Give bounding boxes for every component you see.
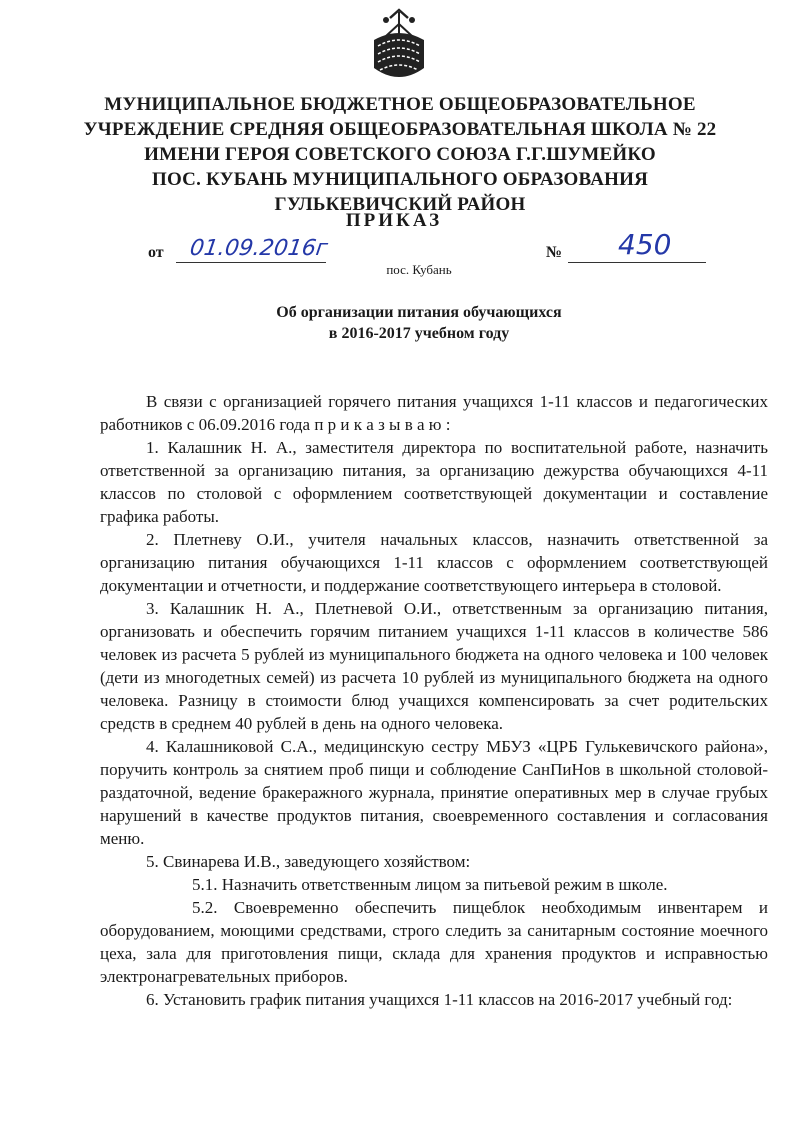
handwritten-date: 01.09.2016г: [188, 236, 330, 261]
header-line: УЧРЕЖДЕНИЕ СРЕДНЯЯ ОБЩЕОБРАЗОВАТЕЛЬНАЯ ШКОЛА № 22: [83, 119, 717, 140]
header-line: МУНИЦИПАЛЬНОЕ БЮДЖЕТНОЕ ОБЩЕОБРАЗОВАТЕЛЬНОЕ: [104, 94, 696, 115]
order-item: 4. Калашниковой С.А., медицинскую сестру МБУЗ «ЦРБ Гулькевичского района», поручить контроль за снятием проб пищи и соблюдение СанПиНов в школьной столовой-раздаточной, ведение бракеражного журнала, принятие оперативных мер в случае грубых нарушений в качестве продуктов питания, своевременного составления и согласования меню.: [100, 737, 768, 848]
order-item: 2. Плетневу О.И., учителя начальных классов, назначить ответственной за организацию питания обучающихся 1-11 классов с оформлением соответствующей документации и отчетности, и поддержание соответствующего интерьера в столовой.: [100, 530, 768, 595]
header-line: ГУЛЬКЕВИЧСКИЙ РАЙОН: [274, 194, 526, 215]
school-header: [60, 92, 740, 217]
place-name: пос. Кубань: [386, 262, 452, 277]
number-label: №: [546, 244, 563, 261]
order-body: [100, 390, 768, 1011]
date-label: от: [148, 244, 164, 261]
coat-of-arms-icon: [364, 6, 434, 86]
subject-line: Об организации питания обучающихся: [276, 304, 562, 321]
intro-paragraph: В связи с организацией горячего питания учащихся 1-11 классов и педагогических работников с 06.09.2016 года п р и к а з ы в а ю :: [100, 392, 768, 434]
order-item: 5. Свинарева И.В., заведующего хозяйством:: [146, 852, 471, 871]
header-line: ПОС. КУБАНЬ МУНИЦИПАЛЬНОГО ОБРАЗОВАНИЯ: [151, 169, 649, 190]
header-line: ИМЕНИ ГЕРОЯ СОВЕТСКОГО СОЮЗА Г.Г.ШУМЕЙКО: [144, 144, 656, 165]
subject-line: в 2016-2017 учебном году: [328, 325, 510, 342]
handwritten-number: 450: [618, 228, 672, 261]
order-subitem: 5.1. Назначить ответственным лицом за питьевой режим в школе.: [192, 875, 668, 894]
order-item: 1. Калашник Н. А., заместителя директора по воспитательной работе, назначить ответственной за организацию питания, за организацию дежурства обучающихся 4-11 классов по столовой с оформлением соответствующей документации и составление графика работы.: [100, 438, 768, 526]
order-item: 6. Установить график питания учащихся 1-11 классов на 2016-2017 учебный год:: [146, 990, 733, 1009]
order-title: ПРИКАЗ: [345, 210, 443, 231]
order-subject: [0, 302, 788, 344]
order-subitem: 5.2. Своевременно обеспечить пищеблок необходимым инвентарем и оборудованием, моющими средствами, строго следить за санитарным состояние моечного цеха, зала для приготовления пищи, склада для хранения продуктов и исправностью электронагревательных приборов.: [100, 898, 768, 986]
order-item: 3. Калашник Н. А., Плетневой О.И., ответственным за организацию питания, организовать и обеспечить горячим питанием учащихся 1-11 классов в количестве 586 человек из расчета 5 рублей из муниципального бюджета на одного человека и 100 человек (дети из многодетных семей) из расчета 10 рублей из муниципального бюджета на одного человека. Разницу в стоимости блюд учащихся компенсировать за счет родительских средств в среднем 40 рублей в день на одного человека.: [100, 599, 768, 733]
